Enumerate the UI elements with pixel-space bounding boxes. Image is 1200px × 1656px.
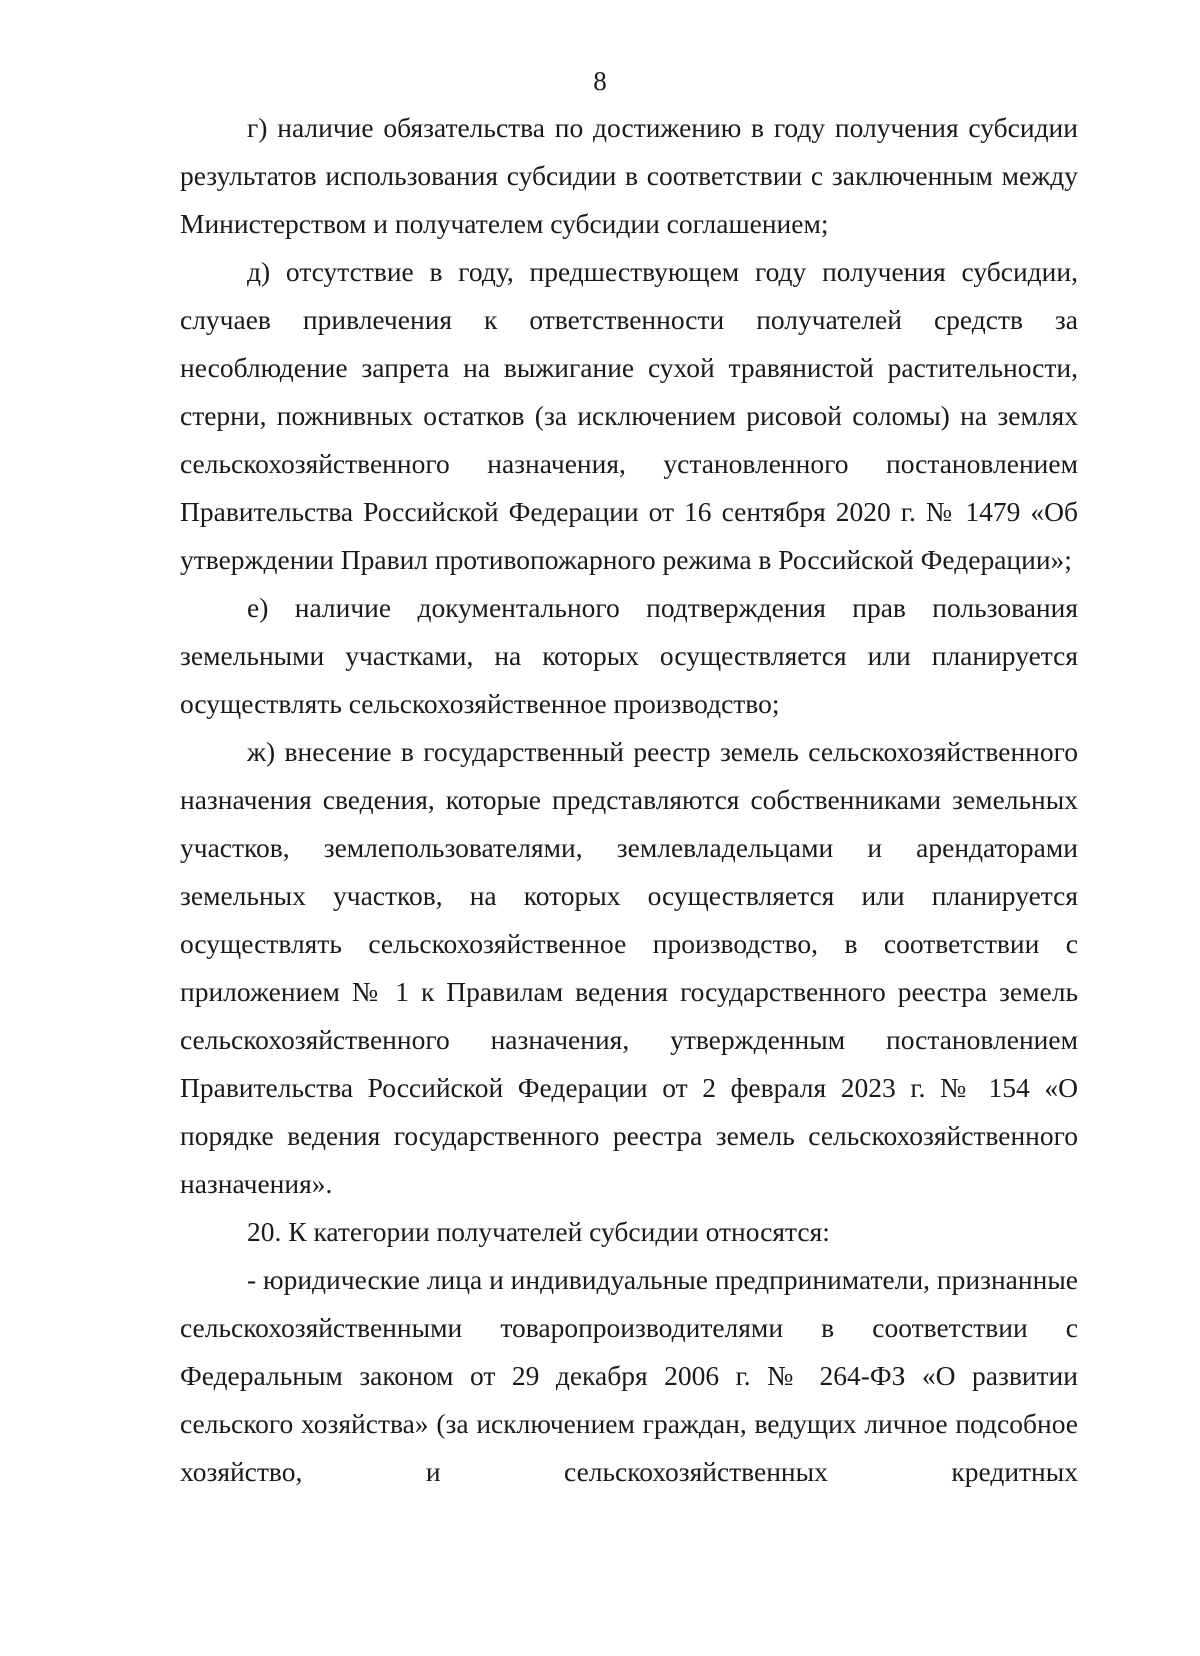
paragraph-recipients-list-item: - юридические лица и индивидуальные предприниматели, признанные сельскохозяйственными товаропроизводителями в соответствии с Федеральным законом от 29 декабря 2006 г. № 264-ФЗ «О развитии сельского хозяйства» (за исключением граждан, ведущих личное подсобное хозяйство, и сельскохозяйственных кредитных xyxy=(180,1264,1079,1487)
paragraph-20: 20. К категории получателей субсидии относятся: xyxy=(247,1216,830,1247)
page-number: 8 xyxy=(593,66,607,96)
document-body xyxy=(180,104,1078,1496)
paragraph-zh: ж) внесение в государственный реестр земель сельскохозяйственного назначения сведения, которые представляются собственниками земельных участков, землепользователями, землевладельцами и арендаторами земельных участков, на которых осуществляется или планируется осуществлять сельскохозяйственное производство, в соответствии с приложением № 1 к Правилам ведения государственного реестра земель сельскохозяйственного назначения, утвержденным постановлением Правительства Российской Федерации от 2 февраля 2023 г. № 154 «О порядке ведения государственного реестра земель сельскохозяйственного назначения». xyxy=(180,736,1078,1199)
paragraph-e: е) наличие документального подтверждения прав пользования земельными участками, на которых осуществляется или планируется осуществлять сельскохозяйственное производство; xyxy=(180,592,1078,719)
paragraph-d: д) отсутствие в году, предшествующем году получения субсидии, случаев привлечения к ответственности получателей средств за несоблюдение запрета на выжигание сухой травянистой растительности, стерни, пожнивных остатков (за исключением рисовой соломы) на землях сельскохозяйственного назначения, установленного постановлением Правительства Российской Федерации от 16 сентября 2020 г. № 1479 «Об утверждении Правил противопожарного режима в Российской Федерации»; xyxy=(180,256,1078,575)
paragraph-g: г) наличие обязательства по достижению в году получения субсидии результатов использования субсидии в соответствии с заключенным между Министерством и получателем субсидии соглашением; xyxy=(180,112,1078,239)
